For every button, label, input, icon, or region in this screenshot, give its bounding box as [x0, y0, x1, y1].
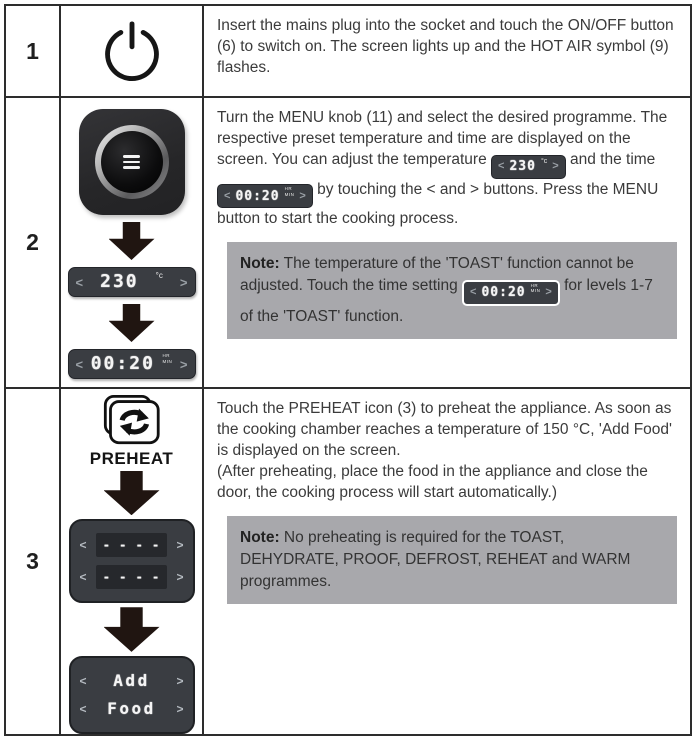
step-number-label: 1	[26, 37, 39, 64]
add-food-display-panel	[69, 656, 195, 734]
temperature-display	[68, 267, 196, 297]
time-unit: HR MIN	[284, 186, 295, 197]
note-text-2: for levels 1-7 of the 'TOAST' function.	[240, 277, 653, 325]
time-unit: HR MIN	[530, 282, 541, 294]
time-unit: HR MIN	[162, 353, 173, 364]
down-arrow-icon	[109, 304, 155, 342]
preheating-display-panel	[69, 519, 195, 603]
chevron-right-icon: >	[176, 674, 184, 689]
step3-instructions-line2: (After preheating, place the food in the appliance and close the door, the cooking process will start automatically.)	[217, 463, 648, 502]
temperature-value: 230	[100, 271, 139, 292]
chevron-right-icon: >	[299, 189, 306, 202]
chevron-left-icon: <	[470, 286, 477, 299]
time-display-inline	[217, 184, 313, 208]
down-arrow-icon	[104, 607, 160, 652]
step-number-label: 3	[26, 548, 39, 574]
step-number-2	[6, 98, 61, 389]
chevron-left-icon: <	[498, 160, 505, 173]
step1-text-cell	[204, 6, 690, 98]
step1-icon-cell	[61, 6, 204, 98]
display-segment: - - - -	[96, 565, 168, 589]
step3-text-cell	[204, 389, 690, 734]
menu-icon	[123, 155, 140, 169]
display-row	[80, 533, 184, 557]
step2-instructions	[217, 107, 680, 229]
menu-knob	[79, 109, 185, 215]
time-value: 00:20	[90, 353, 155, 374]
time-display-inline	[462, 280, 560, 306]
chevron-left-icon: <	[79, 701, 87, 716]
time-display	[68, 349, 196, 379]
preheat-label: PREHEAT	[89, 448, 174, 468]
step1-instructions: Insert the mains plug into the socket and touch the ON/OFF button (6) to switch on. The screen lights up and the HOT AIR symbol (9) flashes.	[217, 17, 674, 77]
step-number-label: 2	[26, 229, 39, 255]
time-value: 00:20	[481, 285, 526, 301]
chevron-left-icon: <	[79, 674, 87, 689]
down-arrow-icon	[104, 471, 160, 516]
chevron-right-icon: >	[179, 356, 188, 372]
instruction-table	[4, 4, 692, 736]
display-segment: - - - -	[96, 533, 168, 557]
note-text: No preheating is required for the TOAST, DEHYDRATE, PROOF, DEFROST, REHEAT and WARM programmes.	[240, 529, 631, 591]
note-box	[227, 516, 677, 604]
display-row	[80, 565, 184, 589]
step3-instructions-line1: Touch the PREHEAT icon (3) to preheat the appliance. As soon as the cooking chamber reaches a temperature of 150 °C, 'Add Food' is displayed on the screen.	[217, 400, 672, 460]
display-row	[79, 698, 184, 718]
step-number-1	[6, 6, 61, 98]
note-box	[227, 242, 677, 339]
chevron-right-icon: >	[176, 570, 184, 585]
display-row	[80, 673, 184, 689]
temperature-display-inline	[491, 155, 566, 179]
step2-text-cell	[204, 98, 690, 389]
chevron-right-icon: >	[176, 538, 184, 553]
time-value: 00:20	[235, 188, 280, 204]
note-text-1: The temperature of the 'TOAST' function cannot be adjusted. Touch the time setting	[240, 255, 634, 295]
chevron-left-icon: <	[79, 570, 87, 585]
temperature-unit: °c	[155, 271, 163, 280]
add-value: Add	[113, 671, 150, 691]
step2-text-3: by touching the < and > buttons. Press the MENU button to start the cooking process.	[217, 180, 659, 228]
chevron-right-icon: >	[179, 274, 188, 290]
temperature-value: 230	[509, 159, 536, 175]
chevron-left-icon: <	[75, 356, 84, 372]
chevron-left-icon: <	[75, 274, 84, 290]
note-label: Note:	[240, 255, 280, 273]
chevron-left-icon: <	[79, 538, 87, 553]
step2-icon-cell	[61, 98, 204, 389]
chevron-right-icon: >	[545, 286, 552, 299]
step3-icon-cell	[61, 389, 204, 734]
preheat-icon	[100, 395, 164, 446]
step-number-3	[6, 389, 61, 734]
step2-text-2: and the time	[565, 151, 656, 169]
temperature-unit: °c	[540, 157, 548, 165]
power-icon	[98, 17, 166, 85]
chevron-right-icon: >	[176, 701, 184, 716]
knob-ring	[95, 125, 169, 199]
note-label: Note:	[240, 529, 280, 547]
down-arrow-icon	[109, 222, 155, 260]
chevron-right-icon: >	[552, 160, 559, 173]
step2-text-1: Turn the MENU knob (11) and select the desired programme. The respective preset temperature and time are displayed on the screen. You can adjust the temperature	[217, 109, 668, 169]
chevron-left-icon: <	[224, 189, 231, 202]
knob-face	[101, 131, 163, 193]
food-value: Food	[107, 698, 156, 718]
